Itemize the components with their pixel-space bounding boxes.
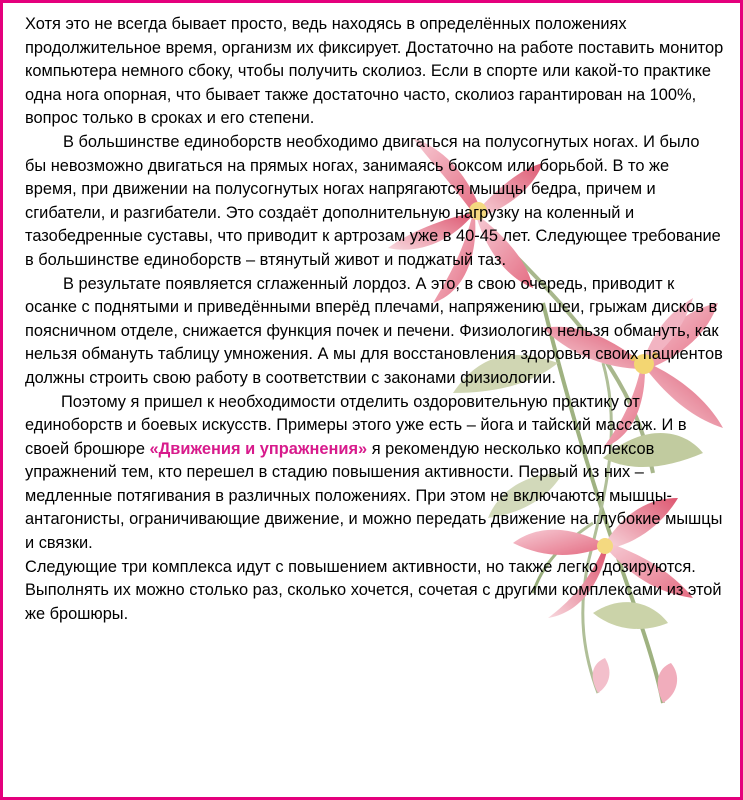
- article-text: [25, 13, 725, 626]
- paragraph-2: В большинстве единоборств необходимо двигаться на полусогнутых ногах. И было бы невозможно двигаться на прямых ногах, занимаясь боксом или борьбой. В то же время, при движении на полусогнутых ногах напрягаются мышцы бедра, причем и сгибатели, и разгибатели. Это создаёт дополнительную нагрузку на коленный и тазобедренные суставы, что приводит к артрозам уже в 40-45 лет. Следующее требование в большинстве единоборств – втянутый живот и поджатый таз.: [25, 132, 721, 269]
- paragraph-4-text-end: я рекомендую несколько комплексов упражнений тем, кто перешел в стадию повышения активности. Первый из них – медленные потягивания в различных положениях. При этом не включаются мышцы-антагонисты, ограничивающие движение, и можно передать движение на глубокие мышцы и связки.: [25, 439, 723, 553]
- paragraph-4-text-start: Поэтому я пришел к необходимости отделить оздоровительную практику от единоборств и боевых искусств. Примеры этого уже есть – йога и тайский массаж. И в своей брошюре: [25, 392, 687, 458]
- paragraph-5: Следующие три комплекса идут с повышением активности, но также легко дозируются. Выполнять их можно столько раз, сколько хочется, сочетая с другими комплексами из этой же брошюры.: [25, 557, 722, 623]
- paragraph-1: Хотя это не всегда бывает просто, ведь находясь в определённых положениях продолжительное время, организм их фиксирует. Достаточно на работе поставить монитор компьютера немного сбоку, чтобы получить сколиоз. Если в спорте или какой-то практике одна нога опорная, что бывает также достаточно часто, сколиоз гарантирован на 100%, вопрос только в сроках и его степени.: [25, 15, 724, 128]
- paragraph-4: [25, 391, 725, 556]
- paragraph-3: В результате появляется сглаженный лордоз. А это, в свою очередь, приводит к осанке с поднятыми и приведёнными вперёд плечами, напряжению шеи, грыжам дисков в поясничном отделе, снижается функция почек и печени. Физиологию нельзя обмануть, как нельзя обмануть таблицу умножения. А мы для восстановления здоровья своих пациентов должны строить свою работу в соответствии с законами физиологии.: [25, 274, 723, 387]
- brochure-title-link: «Движения и упражнения»: [149, 439, 368, 458]
